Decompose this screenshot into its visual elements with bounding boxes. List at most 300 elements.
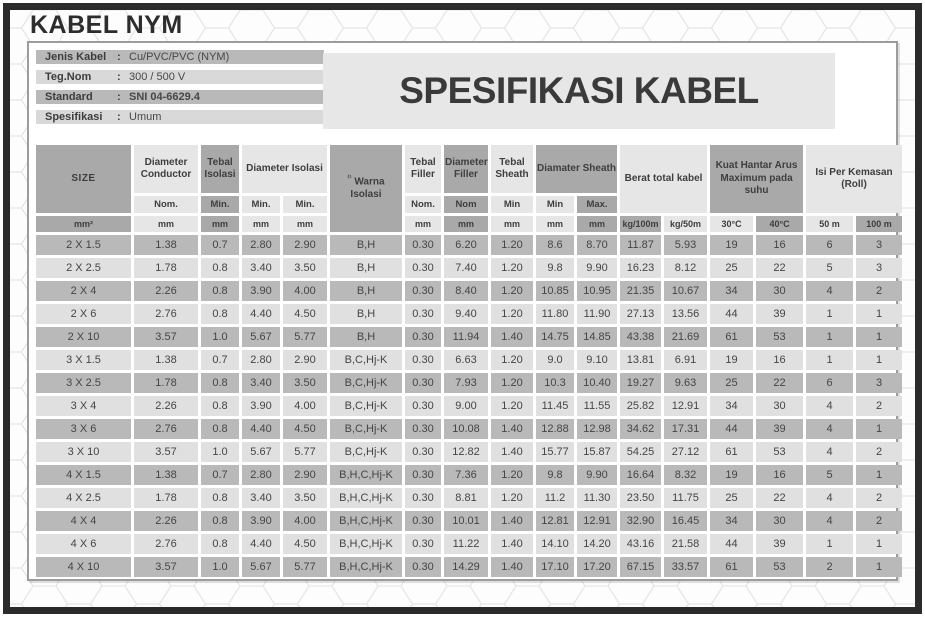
table-cell: 0.30 xyxy=(405,442,441,462)
info-separator: : xyxy=(117,71,121,83)
table-cell: 1 xyxy=(806,327,853,347)
table-cell: 16 xyxy=(756,350,803,370)
table-row xyxy=(36,465,902,485)
table-cell: 1.20 xyxy=(491,465,533,485)
table-cell: 53 xyxy=(756,442,803,462)
table-cell: 9.40 xyxy=(444,304,488,324)
table-cell: 0.8 xyxy=(201,396,239,416)
table-cell: 3 X 10 xyxy=(36,442,131,462)
table-cell: 5 xyxy=(806,465,853,485)
table-cell: 1.40 xyxy=(491,419,533,439)
table-cell: 23.50 xyxy=(620,488,661,508)
table-cell: 13.56 xyxy=(664,304,707,324)
table-cell: 12.82 xyxy=(444,442,488,462)
table-cell: 3.50 xyxy=(283,373,327,393)
table-cell: 17.31 xyxy=(664,419,707,439)
table-cell: 43.16 xyxy=(620,534,661,554)
info-row-standard xyxy=(36,90,324,104)
table-cell: 2 X 6 xyxy=(36,304,131,324)
info-label: Spesifikasi xyxy=(45,111,103,123)
table-cell: 1.20 xyxy=(491,258,533,278)
page-frame xyxy=(3,3,922,614)
table-cell: 39 xyxy=(756,534,803,554)
table-cell: B,C,Hj-K xyxy=(330,373,402,393)
info-value: SNI 04-6629.4 xyxy=(129,91,200,103)
unit-header-mm: mm xyxy=(577,216,617,232)
table-cell: 4 X 10 xyxy=(36,557,131,577)
table-cell: 19.27 xyxy=(620,373,661,393)
table-cell: 4 X 1.5 xyxy=(36,465,131,485)
table-cell: 2 X 1.5 xyxy=(36,235,131,255)
table-cell: 2.76 xyxy=(134,534,198,554)
unit-header-40c: 40°C xyxy=(756,216,803,232)
table-cell: 10.85 xyxy=(536,281,574,301)
table-cell: 14.29 xyxy=(444,557,488,577)
table-cell: 16 xyxy=(756,235,803,255)
table-cell: B,H xyxy=(330,304,402,324)
col-header-tebal-sheath: Tebal Sheath xyxy=(491,145,533,193)
unit-header-50m: 50 m xyxy=(806,216,853,232)
table-row xyxy=(36,258,902,278)
table-cell: 5.67 xyxy=(242,442,280,462)
table-cell: 4 xyxy=(806,488,853,508)
table-cell: 3.50 xyxy=(283,488,327,508)
cable-info-box xyxy=(36,50,324,130)
table-cell: 12.91 xyxy=(577,511,617,531)
table-cell: 0.30 xyxy=(405,557,441,577)
table-cell: 1.40 xyxy=(491,534,533,554)
table-row xyxy=(36,534,902,554)
table-cell: 2 xyxy=(856,281,902,301)
table-cell: 27.12 xyxy=(664,442,707,462)
table-cell: 9.0 xyxy=(536,350,574,370)
table-cell: 8.6 xyxy=(536,235,574,255)
table-cell: 4 X 2.5 xyxy=(36,488,131,508)
table-cell: 2 X 2.5 xyxy=(36,258,131,278)
table-cell: 39 xyxy=(756,304,803,324)
table-cell: 5.93 xyxy=(664,235,707,255)
table-cell: 2 X 10 xyxy=(36,327,131,347)
table-cell: 4 xyxy=(806,511,853,531)
table-cell: 1 xyxy=(856,534,902,554)
table-cell: 3.90 xyxy=(242,281,280,301)
unit-header-kg100m: kg/100m xyxy=(620,216,661,232)
table-cell: 4 xyxy=(806,396,853,416)
col-header-warna-isolasi xyxy=(330,145,402,232)
table-cell: 16.45 xyxy=(664,511,707,531)
table-cell: 3.57 xyxy=(134,327,198,347)
table-cell: 22 xyxy=(756,258,803,278)
table-cell: 0.30 xyxy=(405,350,441,370)
table-cell: 3 X 4 xyxy=(36,396,131,416)
table-row xyxy=(36,557,902,577)
table-cell: 9.10 xyxy=(577,350,617,370)
info-row-jenis-kabel xyxy=(36,50,324,64)
table-cell: 2.80 xyxy=(242,235,280,255)
table-cell: 6 xyxy=(806,235,853,255)
table-cell: 25 xyxy=(710,488,753,508)
table-cell: 10.40 xyxy=(577,373,617,393)
table-cell: 34.62 xyxy=(620,419,661,439)
table-cell: 4 xyxy=(806,442,853,462)
table-cell: 2.90 xyxy=(283,465,327,485)
table-cell: 11.22 xyxy=(444,534,488,554)
table-cell: B,C,Hj-K xyxy=(330,396,402,416)
table-cell: 4.40 xyxy=(242,304,280,324)
table-cell: 2 xyxy=(856,488,902,508)
table-cell: 1.78 xyxy=(134,373,198,393)
table-cell: 2 xyxy=(806,557,853,577)
table-cell: 1.20 xyxy=(491,235,533,255)
table-cell: 9.8 xyxy=(536,258,574,278)
table-cell: 11.75 xyxy=(664,488,707,508)
table-cell: 2.90 xyxy=(283,235,327,255)
table-cell: 6.63 xyxy=(444,350,488,370)
table-header xyxy=(36,145,902,232)
table-row xyxy=(36,488,902,508)
col-header-diamater-sheath: Diamater Sheath xyxy=(536,145,617,193)
table-cell: 8.12 xyxy=(664,258,707,278)
col-header-isi-per-kemasan: Isi Per Kemasan (Roll) xyxy=(806,145,902,213)
table-cell: 3 X 1.5 xyxy=(36,350,131,370)
unit-header-mm: mm xyxy=(536,216,574,232)
sub-header-max: Max. xyxy=(577,196,617,213)
table-cell: 0.30 xyxy=(405,465,441,485)
table-cell: 16.64 xyxy=(620,465,661,485)
table-cell: B,C,Hj-K xyxy=(330,350,402,370)
table-cell: 2.26 xyxy=(134,396,198,416)
table-cell: 5.67 xyxy=(242,557,280,577)
info-label: Jenis Kabel xyxy=(45,51,107,63)
table-cell: 1.40 xyxy=(491,557,533,577)
table-cell: 9.90 xyxy=(577,258,617,278)
table-cell: 25 xyxy=(710,258,753,278)
table-cell: 33.57 xyxy=(664,557,707,577)
table-cell: 1 xyxy=(806,304,853,324)
table-row xyxy=(36,327,902,347)
table-row xyxy=(36,350,902,370)
table-cell: 9.90 xyxy=(577,465,617,485)
sub-header-min: Min xyxy=(491,196,533,213)
table-cell: 34 xyxy=(710,281,753,301)
table-cell: 3.40 xyxy=(242,373,280,393)
table-cell: 11.2 xyxy=(536,488,574,508)
table-cell: 1.0 xyxy=(201,557,239,577)
col-header-diameter-conductor: Diameter Conductor xyxy=(134,145,198,193)
table-row xyxy=(36,281,902,301)
info-value: 300 / 500 V xyxy=(129,71,186,83)
table-cell: 2.76 xyxy=(134,419,198,439)
sub-header-min: Min xyxy=(536,196,574,213)
table-cell: 11.30 xyxy=(577,488,617,508)
unit-header-kg50m: kg/50m xyxy=(664,216,707,232)
table-cell: 12.91 xyxy=(664,396,707,416)
table-cell: 7.93 xyxy=(444,373,488,393)
table-cell: 25.82 xyxy=(620,396,661,416)
table-cell: 0.8 xyxy=(201,419,239,439)
table-row xyxy=(36,304,902,324)
table-cell: 1.78 xyxy=(134,488,198,508)
table-cell: 53 xyxy=(756,557,803,577)
table-cell: 43.38 xyxy=(620,327,661,347)
table-cell: 15.77 xyxy=(536,442,574,462)
table-cell: 3.57 xyxy=(134,442,198,462)
table-cell: 25 xyxy=(710,373,753,393)
table-cell: 0.8 xyxy=(201,488,239,508)
table-cell: 2.90 xyxy=(283,350,327,370)
sub-header-min: Min. xyxy=(283,196,327,213)
table-cell: 0.7 xyxy=(201,465,239,485)
table-cell: 3 xyxy=(856,235,902,255)
table-cell: 3 xyxy=(856,258,902,278)
table-cell: 16.23 xyxy=(620,258,661,278)
table-cell: 3 X 6 xyxy=(36,419,131,439)
table-cell: 10.08 xyxy=(444,419,488,439)
table-cell: 61 xyxy=(710,557,753,577)
info-row-teg-nom xyxy=(36,70,324,84)
table-cell: 0.8 xyxy=(201,258,239,278)
table-cell: 0.30 xyxy=(405,534,441,554)
table-cell: 0.30 xyxy=(405,258,441,278)
table-cell: B,C,Hj-K xyxy=(330,442,402,462)
table-row xyxy=(36,442,902,462)
table-cell: 13.81 xyxy=(620,350,661,370)
table-cell: 2 xyxy=(856,511,902,531)
table-cell: B,C,Hj-K xyxy=(330,419,402,439)
table-cell: 2.80 xyxy=(242,465,280,485)
table-cell: 10.01 xyxy=(444,511,488,531)
table-cell: 4.00 xyxy=(283,281,327,301)
table-cell: 21.69 xyxy=(664,327,707,347)
table-cell: 9.8 xyxy=(536,465,574,485)
info-value: Umum xyxy=(129,111,162,123)
table-cell: 1 xyxy=(856,304,902,324)
table-cell: 54.25 xyxy=(620,442,661,462)
table-cell: B,H xyxy=(330,327,402,347)
table-cell: 4 X 4 xyxy=(36,511,131,531)
col-header-diameter-filler: Diameter Filler xyxy=(444,145,488,193)
table-cell: 44 xyxy=(710,534,753,554)
col-header-kuat-hantar: Kuat Hantar Arus Maximum pada suhu xyxy=(710,145,803,213)
table-cell: 5.77 xyxy=(283,557,327,577)
table-cell: 12.88 xyxy=(536,419,574,439)
table-row xyxy=(36,419,902,439)
table-cell: 1.38 xyxy=(134,465,198,485)
table-cell: 1.20 xyxy=(491,396,533,416)
table-cell: 17.20 xyxy=(577,557,617,577)
table-cell: 2 xyxy=(856,396,902,416)
info-row-spesifikasi xyxy=(36,110,324,124)
table-cell: 8.40 xyxy=(444,281,488,301)
col-header-diameter-isolasi: Diameter Isolasi xyxy=(242,145,327,193)
table-cell: 4.00 xyxy=(283,511,327,531)
table-cell: 1 xyxy=(806,350,853,370)
table-cell: 3.90 xyxy=(242,511,280,531)
table-cell: B,H,C,Hj-K xyxy=(330,488,402,508)
sub-header-min: Min. xyxy=(242,196,280,213)
table-cell: 1.20 xyxy=(491,350,533,370)
unit-header-mm: mm xyxy=(201,216,239,232)
table-cell: 7.36 xyxy=(444,465,488,485)
table-cell: 0.30 xyxy=(405,327,441,347)
table-row xyxy=(36,511,902,531)
table-cell: 9.00 xyxy=(444,396,488,416)
table-cell: 30 xyxy=(756,281,803,301)
unit-header-mm2: mm² xyxy=(36,216,131,232)
table-cell: 8.81 xyxy=(444,488,488,508)
table-cell: 19 xyxy=(710,235,753,255)
sub-header-nom: Nom. xyxy=(134,196,198,213)
table-cell: 19 xyxy=(710,465,753,485)
table-cell: 0.30 xyxy=(405,511,441,531)
table-row xyxy=(36,373,902,393)
table-cell: 1.20 xyxy=(491,304,533,324)
table-cell: 11.87 xyxy=(620,235,661,255)
table-cell: 0.8 xyxy=(201,373,239,393)
unit-header-mm: mm xyxy=(405,216,441,232)
unit-header-mm: mm xyxy=(444,216,488,232)
table-cell: B,H,C,Hj-K xyxy=(330,557,402,577)
table-cell: 14.75 xyxy=(536,327,574,347)
table-cell: 12.81 xyxy=(536,511,574,531)
table-cell: 1.78 xyxy=(134,258,198,278)
table-cell: 5.77 xyxy=(283,327,327,347)
table-cell: 16 xyxy=(756,465,803,485)
unit-header-mm: mm xyxy=(242,216,280,232)
col-header-warna-isolasi-label: Warna Isolasi xyxy=(350,176,385,201)
col-header-tebal-isolasi: Tebal Isolasi xyxy=(201,145,239,193)
table-cell: 30 xyxy=(756,396,803,416)
table-cell: 5.77 xyxy=(283,442,327,462)
table-cell: 5 xyxy=(806,258,853,278)
table-cell: 14.10 xyxy=(536,534,574,554)
table-cell: 1 xyxy=(856,465,902,485)
table-cell: 3.40 xyxy=(242,258,280,278)
table-cell: 15.87 xyxy=(577,442,617,462)
table-cell: 2 X 4 xyxy=(36,281,131,301)
table-cell: 8.70 xyxy=(577,235,617,255)
table-cell: 2 xyxy=(856,442,902,462)
table-cell: 6 xyxy=(806,373,853,393)
table-cell: 22 xyxy=(756,373,803,393)
table-cell: B,H,C,Hj-K xyxy=(330,511,402,531)
table-cell: 14.20 xyxy=(577,534,617,554)
table-cell: 1.40 xyxy=(491,327,533,347)
info-separator: : xyxy=(117,51,121,63)
table-cell: 1.0 xyxy=(201,442,239,462)
table-cell: 3.40 xyxy=(242,488,280,508)
unit-header-30c: 30°C xyxy=(710,216,753,232)
table-cell: 2.76 xyxy=(134,304,198,324)
table-cell: 4 xyxy=(806,419,853,439)
page-title: KABEL NYM xyxy=(30,11,183,39)
table-cell: 11.94 xyxy=(444,327,488,347)
table-cell: 11.90 xyxy=(577,304,617,324)
table-cell: 1.0 xyxy=(201,327,239,347)
table-cell: 1.20 xyxy=(491,281,533,301)
table-body xyxy=(36,235,902,577)
table-cell: 0.8 xyxy=(201,534,239,554)
table-cell: 0.30 xyxy=(405,419,441,439)
spec-banner xyxy=(323,53,835,129)
table-cell: 44 xyxy=(710,419,753,439)
info-label: Teg.Nom xyxy=(45,71,92,83)
sub-header-min: Min. xyxy=(201,196,239,213)
unit-header-100m: 100 m xyxy=(856,216,902,232)
table-cell: 0.7 xyxy=(201,350,239,370)
table-cell: B,H,C,Hj-K xyxy=(330,534,402,554)
table-cell: 0.8 xyxy=(201,304,239,324)
table-cell: 2.80 xyxy=(242,350,280,370)
table-cell: 0.7 xyxy=(201,235,239,255)
table-cell: 1 xyxy=(856,350,902,370)
table-cell: 11.55 xyxy=(577,396,617,416)
table-cell: 44 xyxy=(710,304,753,324)
table-cell: 4.40 xyxy=(242,534,280,554)
table-cell: 19 xyxy=(710,350,753,370)
spec-banner-title: SPESIFIKASI KABEL xyxy=(399,70,759,111)
table-cell: B,H xyxy=(330,258,402,278)
table-cell: 1 xyxy=(856,419,902,439)
table-cell: 61 xyxy=(710,442,753,462)
spec-table-wrapper xyxy=(33,142,905,580)
table-cell: 27.13 xyxy=(620,304,661,324)
info-value: Cu/PVC/PVC (NYM) xyxy=(129,51,230,63)
table-cell: 21.35 xyxy=(620,281,661,301)
table-cell: 4 X 6 xyxy=(36,534,131,554)
table-cell: 0.30 xyxy=(405,396,441,416)
table-cell: 1.20 xyxy=(491,488,533,508)
table-cell: 1.38 xyxy=(134,235,198,255)
table-cell: 4 xyxy=(806,281,853,301)
info-separator: : xyxy=(117,111,121,123)
table-cell: 14.85 xyxy=(577,327,617,347)
table-cell: 1.38 xyxy=(134,350,198,370)
table-cell: 61 xyxy=(710,327,753,347)
footnote-marker: ⁽¹ xyxy=(347,175,352,183)
table-cell: 4.40 xyxy=(242,419,280,439)
table-cell: 8.32 xyxy=(664,465,707,485)
table-cell: 4.00 xyxy=(283,396,327,416)
spec-table xyxy=(33,142,905,580)
sub-header-nom: Nom. xyxy=(405,196,441,213)
table-cell: 11.80 xyxy=(536,304,574,324)
col-header-berat-total: Berat total kabel xyxy=(620,145,707,213)
table-cell: 34 xyxy=(710,396,753,416)
table-cell: 0.30 xyxy=(405,373,441,393)
table-cell: B,H xyxy=(330,281,402,301)
table-cell: 6.20 xyxy=(444,235,488,255)
table-cell: 1.20 xyxy=(491,373,533,393)
table-cell: 0.30 xyxy=(405,235,441,255)
table-cell: 0.30 xyxy=(405,281,441,301)
table-cell: 1 xyxy=(856,327,902,347)
table-cell: 10.67 xyxy=(664,281,707,301)
table-cell: 2.26 xyxy=(134,281,198,301)
unit-header-mm: mm xyxy=(283,216,327,232)
table-cell: 3.90 xyxy=(242,396,280,416)
table-cell: 3 xyxy=(856,373,902,393)
table-cell: B,H xyxy=(330,235,402,255)
table-cell: 0.8 xyxy=(201,281,239,301)
table-cell: 17.10 xyxy=(536,557,574,577)
table-cell: 1 xyxy=(856,557,902,577)
unit-header-mm: mm xyxy=(491,216,533,232)
table-cell: 5.67 xyxy=(242,327,280,347)
table-cell: 32.90 xyxy=(620,511,661,531)
table-cell: 6.91 xyxy=(664,350,707,370)
col-header-tebal-filler: Tebal Filler xyxy=(405,145,441,193)
